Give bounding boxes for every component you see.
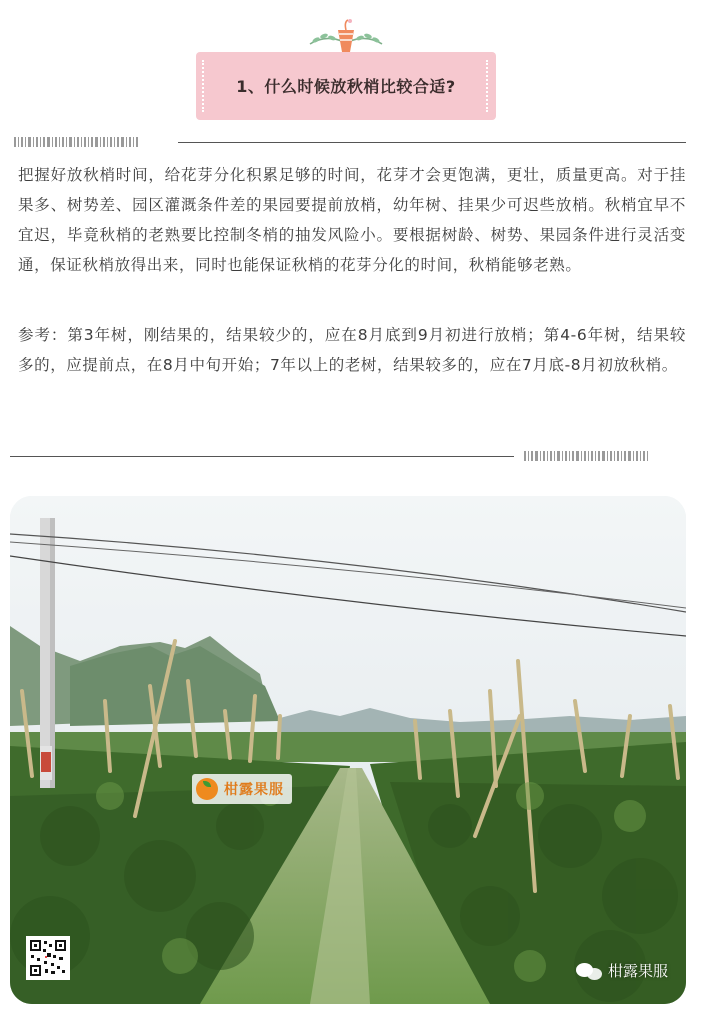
divider-line — [178, 142, 686, 143]
qr-code — [26, 936, 70, 980]
brand-logo-badge — [192, 774, 292, 804]
divider-ticks — [524, 450, 682, 462]
orange-logo-icon — [196, 778, 218, 800]
paragraph-reference: 参考：第3年树，刚结果的，结果较少的，应在8月底到9月初进行放梢；第4-6年树，结果较多的，应提前点，在8月中旬开始；7年以上的老树，结果较多的，应在7月底-8月初放秋梢。 — [18, 326, 686, 374]
watermark-text: 柑露果服 — [607, 962, 668, 980]
divider-bottom — [10, 450, 682, 464]
qr-code-icon — [29, 939, 67, 977]
divider-line — [10, 456, 514, 457]
divider-ticks — [14, 136, 174, 148]
wechat-icon — [576, 961, 604, 981]
paragraph-intro: 把握好放秋梢时间，给花芽分化积累足够的时间，花芽才会更饱满，更壮，质量更高。对于挂果多、树势差、园区灌溉条件差的果园要提前放梢，幼年树、挂果少可迟些放梢。秋梢宜早不宜迟，毕竟秋梢的老熟要比控制冬梢的抽发风险小。要根据树龄、树势、果园条件进行灵活变通，保证秋梢放得出来，同时也能保证秋梢的花芽分化的时间，秋梢能够老熟。 — [18, 166, 686, 274]
wechat-watermark — [576, 960, 668, 981]
orchard-photo — [10, 496, 686, 1004]
divider-top — [14, 136, 686, 150]
section-title: 1、什么时候放秋梢比较合适? — [236, 77, 456, 96]
heading-banner — [196, 52, 496, 120]
carrot-leaf-decoration-icon — [304, 16, 388, 56]
brand-logo-text: 柑露果服 — [224, 782, 284, 798]
orchard-scene — [10, 496, 686, 1004]
section-heading — [196, 16, 496, 106]
